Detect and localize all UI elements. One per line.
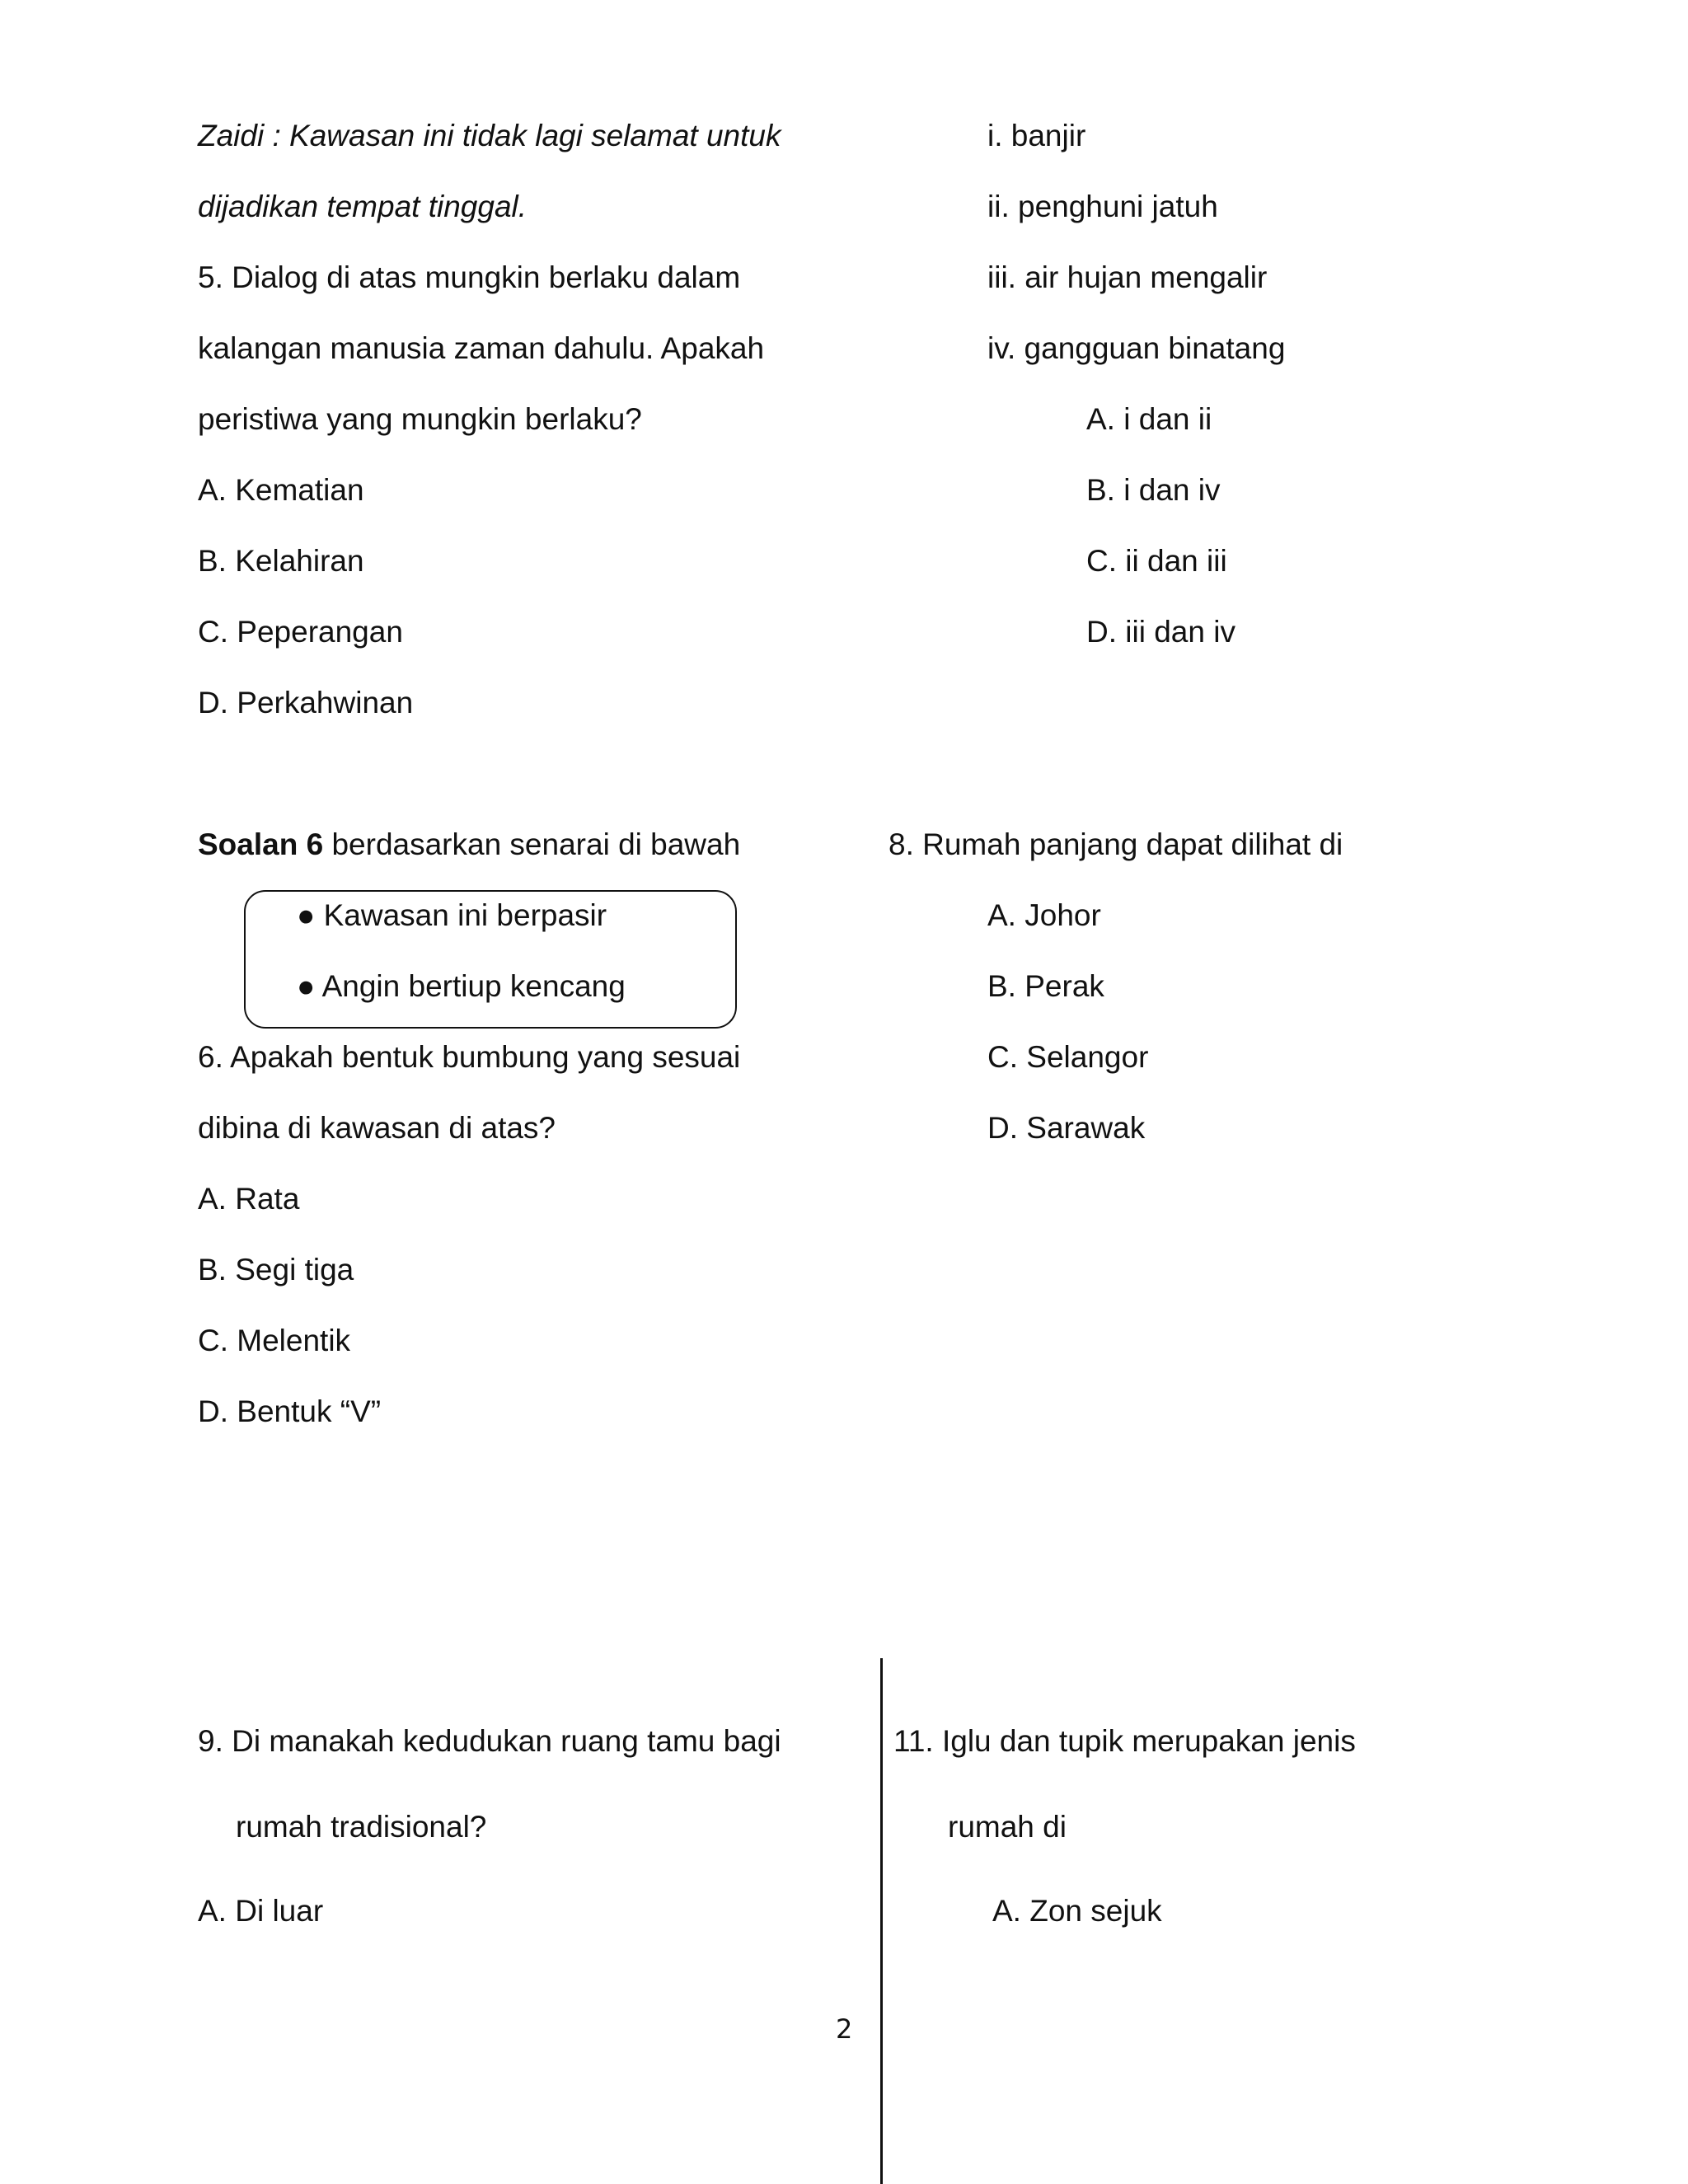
q8-option-a: A. Johor: [987, 898, 1101, 932]
q9-line-2: rumah tradisional?: [236, 1810, 487, 1844]
column-divider: [880, 1658, 883, 2184]
statement-iii: iii. air hujan mengalir: [987, 260, 1268, 294]
q8-question: 8. Rumah panjang dapat dilihat di: [889, 827, 1343, 861]
q6-line-1: 6. Apakah bentuk bumbung yang sesuai: [198, 1040, 741, 1074]
dialog-line-1: Zaidi : Kawasan ini tidak lagi selamat untuk: [198, 119, 781, 152]
q6-option-d: D. Bentuk “V”: [198, 1394, 382, 1428]
q8-option-d: D. Sarawak: [987, 1111, 1146, 1145]
q6-intro-bold: Soalan 6: [198, 827, 324, 861]
q5-option-c: C. Peperangan: [198, 615, 403, 649]
q6-intro: [198, 829, 740, 860]
q7-option-d: D. iii dan iv: [1086, 615, 1236, 649]
page-number: 2: [836, 2013, 853, 2045]
q5-option-b: B. Kelahiran: [198, 544, 364, 578]
q5-line-1: 5. Dialog di atas mungkin berlaku dalam: [198, 260, 741, 294]
q6-intro-rest: berdasarkan senarai di bawah: [323, 827, 741, 861]
q5-line-3: peristiwa yang mungkin berlaku?: [198, 402, 642, 436]
q5-option-d: D. Perkahwinan: [198, 686, 414, 719]
q6-option-a: A. Rata: [198, 1182, 300, 1216]
q7-option-c: C. ii dan iii: [1086, 544, 1227, 578]
q11-line-2: rumah di: [948, 1810, 1067, 1844]
q6-line-2: dibina di kawasan di atas?: [198, 1111, 556, 1145]
q9-option-a: A. Di luar: [198, 1894, 324, 1928]
q5-option-a: A. Kematian: [198, 473, 364, 507]
q8-option-c: C. Selangor: [987, 1040, 1149, 1074]
q7-option-a: A. i dan ii: [1086, 402, 1212, 436]
q11-option-a: A. Zon sejuk: [992, 1894, 1162, 1928]
q6-box-item-1: ● Kawasan ini berpasir: [297, 898, 607, 932]
dialog-line-2: dijadikan tempat tinggal.: [198, 190, 528, 223]
q6-option-b: B. Segi tiga: [198, 1253, 354, 1286]
q6-option-c: C. Melentik: [198, 1324, 351, 1357]
q8-option-b: B. Perak: [987, 969, 1104, 1003]
q7-option-b: B. i dan iv: [1086, 473, 1221, 507]
q9-line-1: 9. Di manakah kedudukan ruang tamu bagi: [198, 1724, 781, 1758]
statement-i: i. banjir: [987, 119, 1086, 152]
q6-box-item-2: ● Angin bertiup kencang: [297, 969, 626, 1003]
statement-ii: ii. penghuni jatuh: [987, 190, 1218, 223]
q11-line-1: 11. Iglu dan tupik merupakan jenis: [893, 1724, 1356, 1758]
q5-line-2: kalangan manusia zaman dahulu. Apakah: [198, 331, 765, 365]
statement-iv: iv. gangguan binatang: [987, 331, 1286, 365]
